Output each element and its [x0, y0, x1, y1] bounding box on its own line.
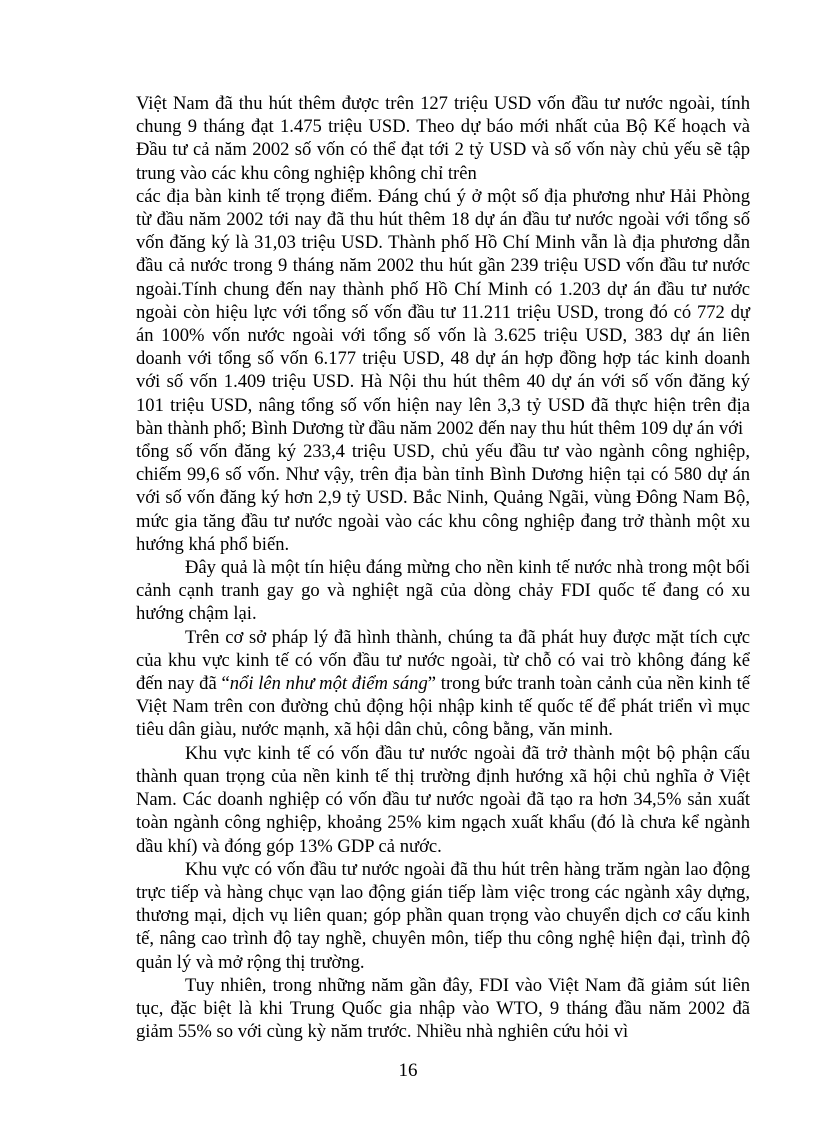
- paragraph-2: các địa bàn kinh tế trọng điểm. Đáng chú ý ở một số địa phương như Hải Phòng từ đầu năm 2002 tới nay đã thu hút thêm 18 dự án đầu tư nước ngoài với tổng số vốn đăng ký là 31,03 triệu USD. Thành phố Hồ Chí Minh vẫn là địa phương dẫn đầu cả nước trong 9 tháng năm 2002 thu hút gần 239 triệu USD vốn đầu tư nước ngoài.Tính chung đến nay thành phố Hồ Chí Minh có 1.203 dự án đầu tư nước ngoài còn hiệu lực với tổng số vốn đầu tư 11.211 triệu USD, trong đó có 772 dự án 100% vốn nước ngoài với tổng số vốn là 3.625 triệu USD, 383 dự án liên doanh với tổng số vốn 6.177 triệu USD, 48 dự án hợp đồng hợp tác kinh doanh với số vốn 1.409 triệu USD. Hà Nội thu hút thêm 40 dự án với số vốn đăng ký 101 triệu USD, nâng tổng số vốn hiện nay lên 3,3 tỷ USD đã thực hiện trên địa bàn thành phố; Bình Dương từ đầu năm 2002 đến nay thu hút thêm 109 dự án với: [136, 185, 750, 439]
- document-page: [136, 92, 750, 1043]
- paragraph-7: Khu vực có vốn đầu tư nước ngoài đã thu hút trên hàng trăm ngàn lao động trực tiếp và hàng chục vạn lao động gián tiếp làm việc trong các ngành xây dựng, thương mại, dịch vụ liên quan; góp phần quan trọng vào chuyển dịch cơ cấu kinh tế, nâng cao trình độ tay nghề, chuyên môn, tiếp thu công nghệ hiện đại, trình độ quản lý và mở rộng thị trường.: [136, 858, 750, 973]
- paragraph-5-emphasis: nổi lên như một điểm sáng: [229, 673, 428, 695]
- paragraph-5-before: Trên cơ sở pháp lý đã hình thành, chúng ta đã phát huy được mặt tích cực của khu vực kinh tế có vốn đầu tư nước ngoài, từ chỗ có vai trò không đáng kể đến nay đã “: [136, 626, 750, 695]
- paragraph-8: Tuy nhiên, trong những năm gần đây, FDI vào Việt Nam đã giảm sút liên tục, đặc biệt là khi Trung Quốc gia nhập vào WTO, 9 tháng đầu năm 2002 đã giảm 55% so với cùng kỳ năm trước. Nhiều nhà nghiên cứu hỏi vì: [136, 974, 750, 1043]
- paragraph-5: [136, 626, 750, 742]
- paragraph-4: Đây quả là một tín hiệu đáng mừng cho nền kinh tế nước nhà trong một bối cảnh cạnh tranh gay go và nghiệt ngã của dòng chảy FDI quốc tế đang có xu hướng chậm lại.: [136, 557, 750, 625]
- page-number: 16: [398, 1060, 418, 1081]
- paragraph-1: Việt Nam đã thu hút thêm được trên 127 triệu USD vốn đầu tư nước ngoài, tính chung 9 tháng đạt 1.475 triệu USD. Theo dự báo mới nhất của Bộ Kế hoạch và Đầu tư cả năm 2002 số vốn có thể đạt tới 2 tỷ USD và số vốn này chủ yếu sẽ tập trung vào các khu công nghiệp không chỉ trên: [136, 93, 750, 184]
- paragraph-5-after: ” trong bức tranh toàn cảnh của nền kinh tế Việt Nam trên con đường chủ động hội nhập kinh tế quốc tế để phát triển vì mục tiêu dân giàu, nước mạnh, xã hội dân chủ, công bằng, văn minh.: [136, 673, 750, 741]
- paragraph-6: Khu vực kinh tế có vốn đầu tư nước ngoài đã trở thành một bộ phận cấu thành quan trọng của nền kinh tế thị trường định hướng xã hội chủ nghĩa ở Việt Nam. Các doanh nghiệp có vốn đầu tư nước ngoài đã tạo ra hơn 34,5% sản xuất toàn ngành công nghiệp, khoảng 25% kim ngạch xuất khẩu (đó là chưa kể ngành dầu khí) và đóng góp 13% GDP cả nước.: [136, 742, 750, 857]
- paragraph-3: tổng số vốn đăng ký 233,4 triệu USD, chủ yếu đầu tư vào ngành công nghiệp, chiếm 99,6 số vốn. Như vậy, trên địa bàn tỉnh Bình Dương hiện tại có 580 dự án với số vốn đăng ký hơn 2,9 tỷ USD. Bắc Ninh, Quảng Ngãi, vùng Đông Nam Bộ, mức gia tăng đầu tư nước ngoài vào các khu công nghiệp đang trở thành một xu hướng khá phổ biến.: [136, 441, 750, 555]
